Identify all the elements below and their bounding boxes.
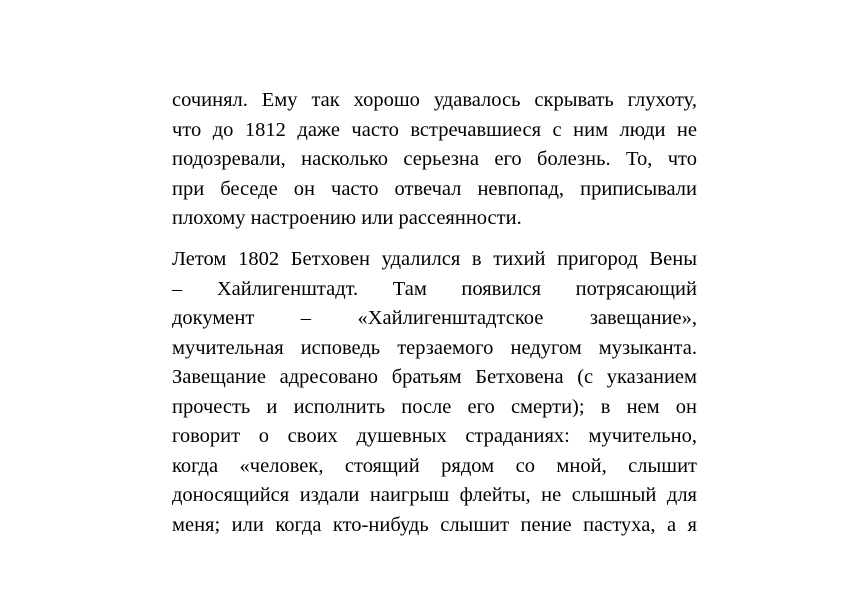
paragraph-line: Летом 1802 Бетховен удалился в тихий пригород Вены: [172, 248, 697, 270]
paragraph-line: плохому настроению или рассеянности.: [172, 207, 522, 229]
paragraph-line: прочесть и исполнить после его смерти); в нем он: [172, 395, 697, 418]
paragraph-line: когда «человек, стоящий рядом со мной, слышит: [172, 454, 697, 477]
paragraph-line: что до 1812 даже часто встречавшиеся с ним люди не: [172, 118, 697, 141]
paragraph-line: меня; или когда кто-нибудь слышит пение пастуха, а я: [172, 513, 697, 536]
paragraph-line: мучительная исповедь терзаемого недугом музыканта.: [172, 336, 697, 359]
paragraph-1: [172, 86, 697, 234]
paragraph-line: при беседе он часто отвечал невпопад, приписывали: [172, 177, 697, 200]
paragraph-2: [172, 245, 697, 540]
paragraph-line: Завещание адресовано братьям Бетховена (с указанием: [172, 366, 697, 388]
paragraph-line: доносящийся издали наигрыш флейты, не слышный для: [172, 484, 697, 506]
paragraph-line: документ – «Хайлигенштадтское завещание»,: [172, 307, 697, 329]
paragraph-line: говорит о своих душевных страданиях: мучительно,: [172, 425, 697, 447]
paragraph-line: сочинял. Ему так хорошо удавалось скрывать глухоту,: [172, 89, 697, 111]
paragraph-line: – Хайлигенштадт. Там появился потрясающий: [172, 277, 697, 300]
paragraph-line: подозревали, насколько серьезна его болезнь. То, что: [172, 148, 697, 170]
